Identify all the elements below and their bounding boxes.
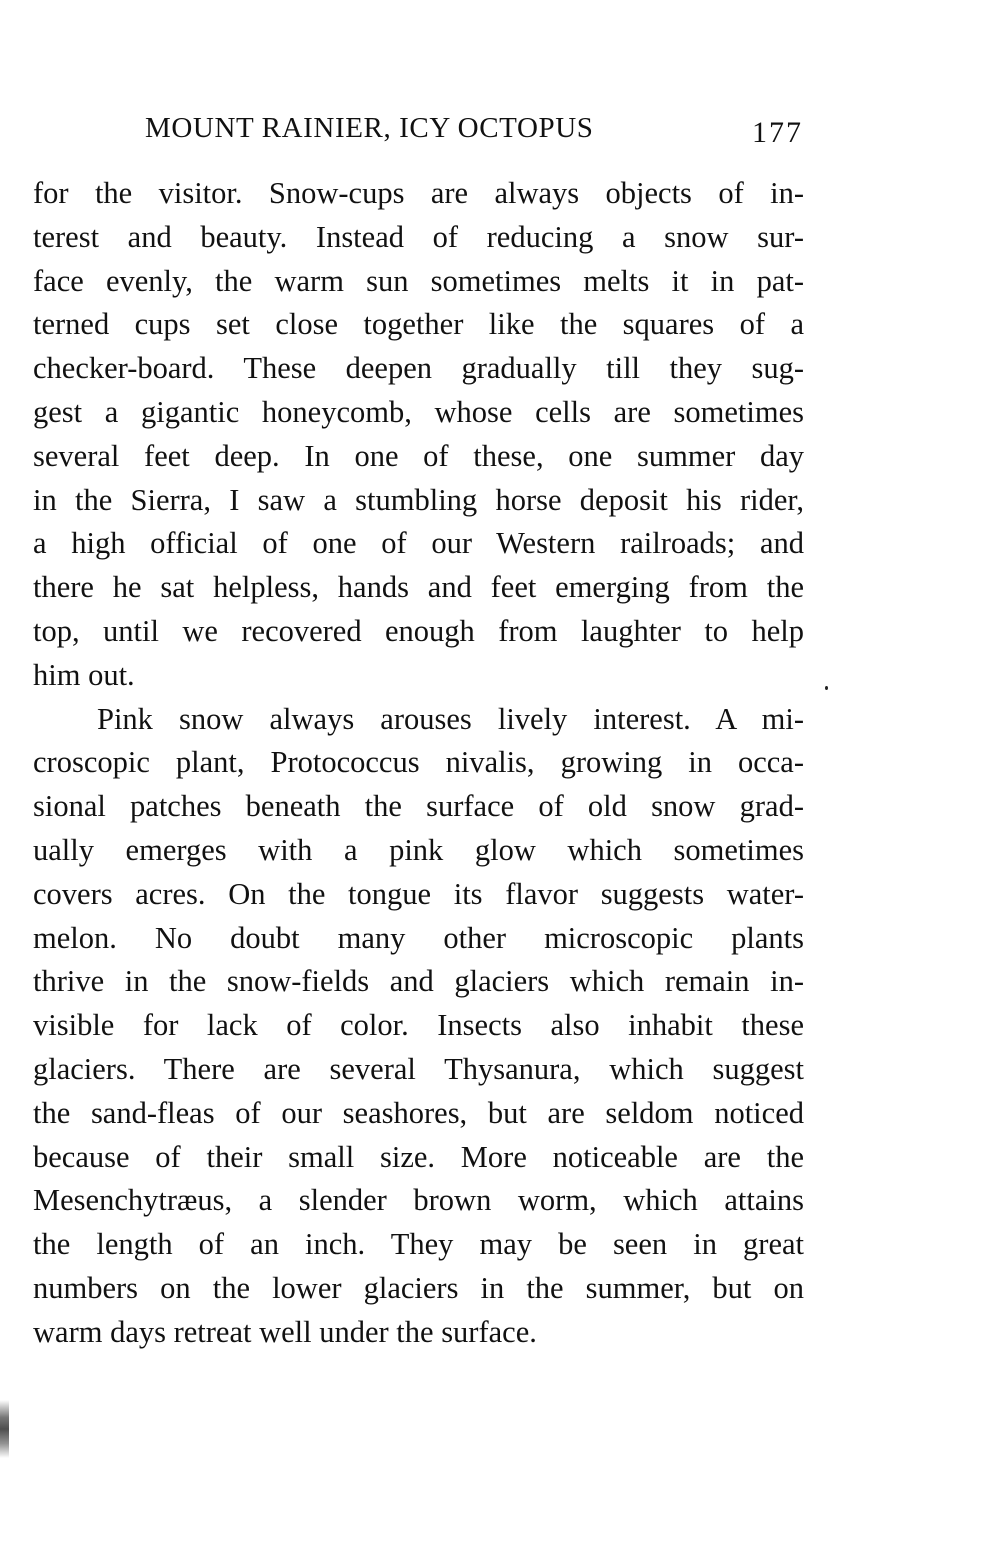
text-line: him out. (33, 657, 135, 692)
text-line: glaciers. There are several Thysanura, which suggest (33, 1051, 804, 1086)
text-line: there he sat helpless, hands and feet emerging from the (33, 570, 804, 605)
page-number: 177 (752, 116, 803, 149)
text-line: in the Sierra, I saw a stumbling horse deposit his rider, (33, 482, 804, 517)
body-text (33, 172, 804, 1355)
running-title: MOUNT RAINIER, ICY OCTOPUS (145, 112, 594, 144)
text-line: the length of an inch. They may be seen in great (33, 1227, 804, 1262)
text-line: face evenly, the warm sun sometimes melts it in pat- (33, 263, 804, 298)
text-line: terest and beauty. Instead of reducing a snow sur- (33, 219, 804, 254)
text-line: melon. No doubt many other microscopic plants (33, 920, 804, 955)
text-line: for the visitor. Snow-cups are always objects of in- (33, 176, 804, 210)
text-line: croscopic plant, Protococcus nivalis, growing in occa- (33, 745, 804, 780)
text-line: ually emerges with a pink glow which sometimes (33, 832, 804, 867)
text-line: checker-board. These deepen gradually till they sug- (33, 351, 804, 386)
text-line: top, until we recovered enough from laughter to help (33, 613, 804, 648)
text-line: a high official of one of our Western railroads; and (33, 526, 804, 561)
text-line: gest a gigantic honeycomb, whose cells are sometimes (33, 394, 804, 429)
text-line: thrive in the snow-fields and glaciers which remain in- (33, 964, 804, 999)
scan-speck (825, 686, 828, 690)
page-header (0, 112, 1000, 156)
text-line: several feet deep. In one of these, one summer day (33, 438, 804, 473)
text-line: covers acres. On the tongue its flavor suggests water- (33, 876, 804, 911)
text-line: warm days retreat well under the surface. (33, 1314, 537, 1349)
text-line: Pink snow always arouses lively interest. A mi- (97, 701, 804, 736)
text-line: the sand-fleas of our seashores, but are seldom noticed (33, 1095, 804, 1130)
text-line: terned cups set close together like the squares of a (33, 307, 804, 342)
text-line: Mesenchytræus, a slender brown worm, which attains (33, 1183, 804, 1218)
text-line: numbers on the lower glaciers in the summer, but on (33, 1270, 804, 1305)
text-line: visible for lack of color. Insects also inhabit these (33, 1008, 804, 1043)
text-line: because of their small size. More noticeable are the (33, 1139, 804, 1174)
text-line: sional patches beneath the surface of old snow grad- (33, 789, 804, 824)
scan-edge-mark (0, 1400, 9, 1458)
